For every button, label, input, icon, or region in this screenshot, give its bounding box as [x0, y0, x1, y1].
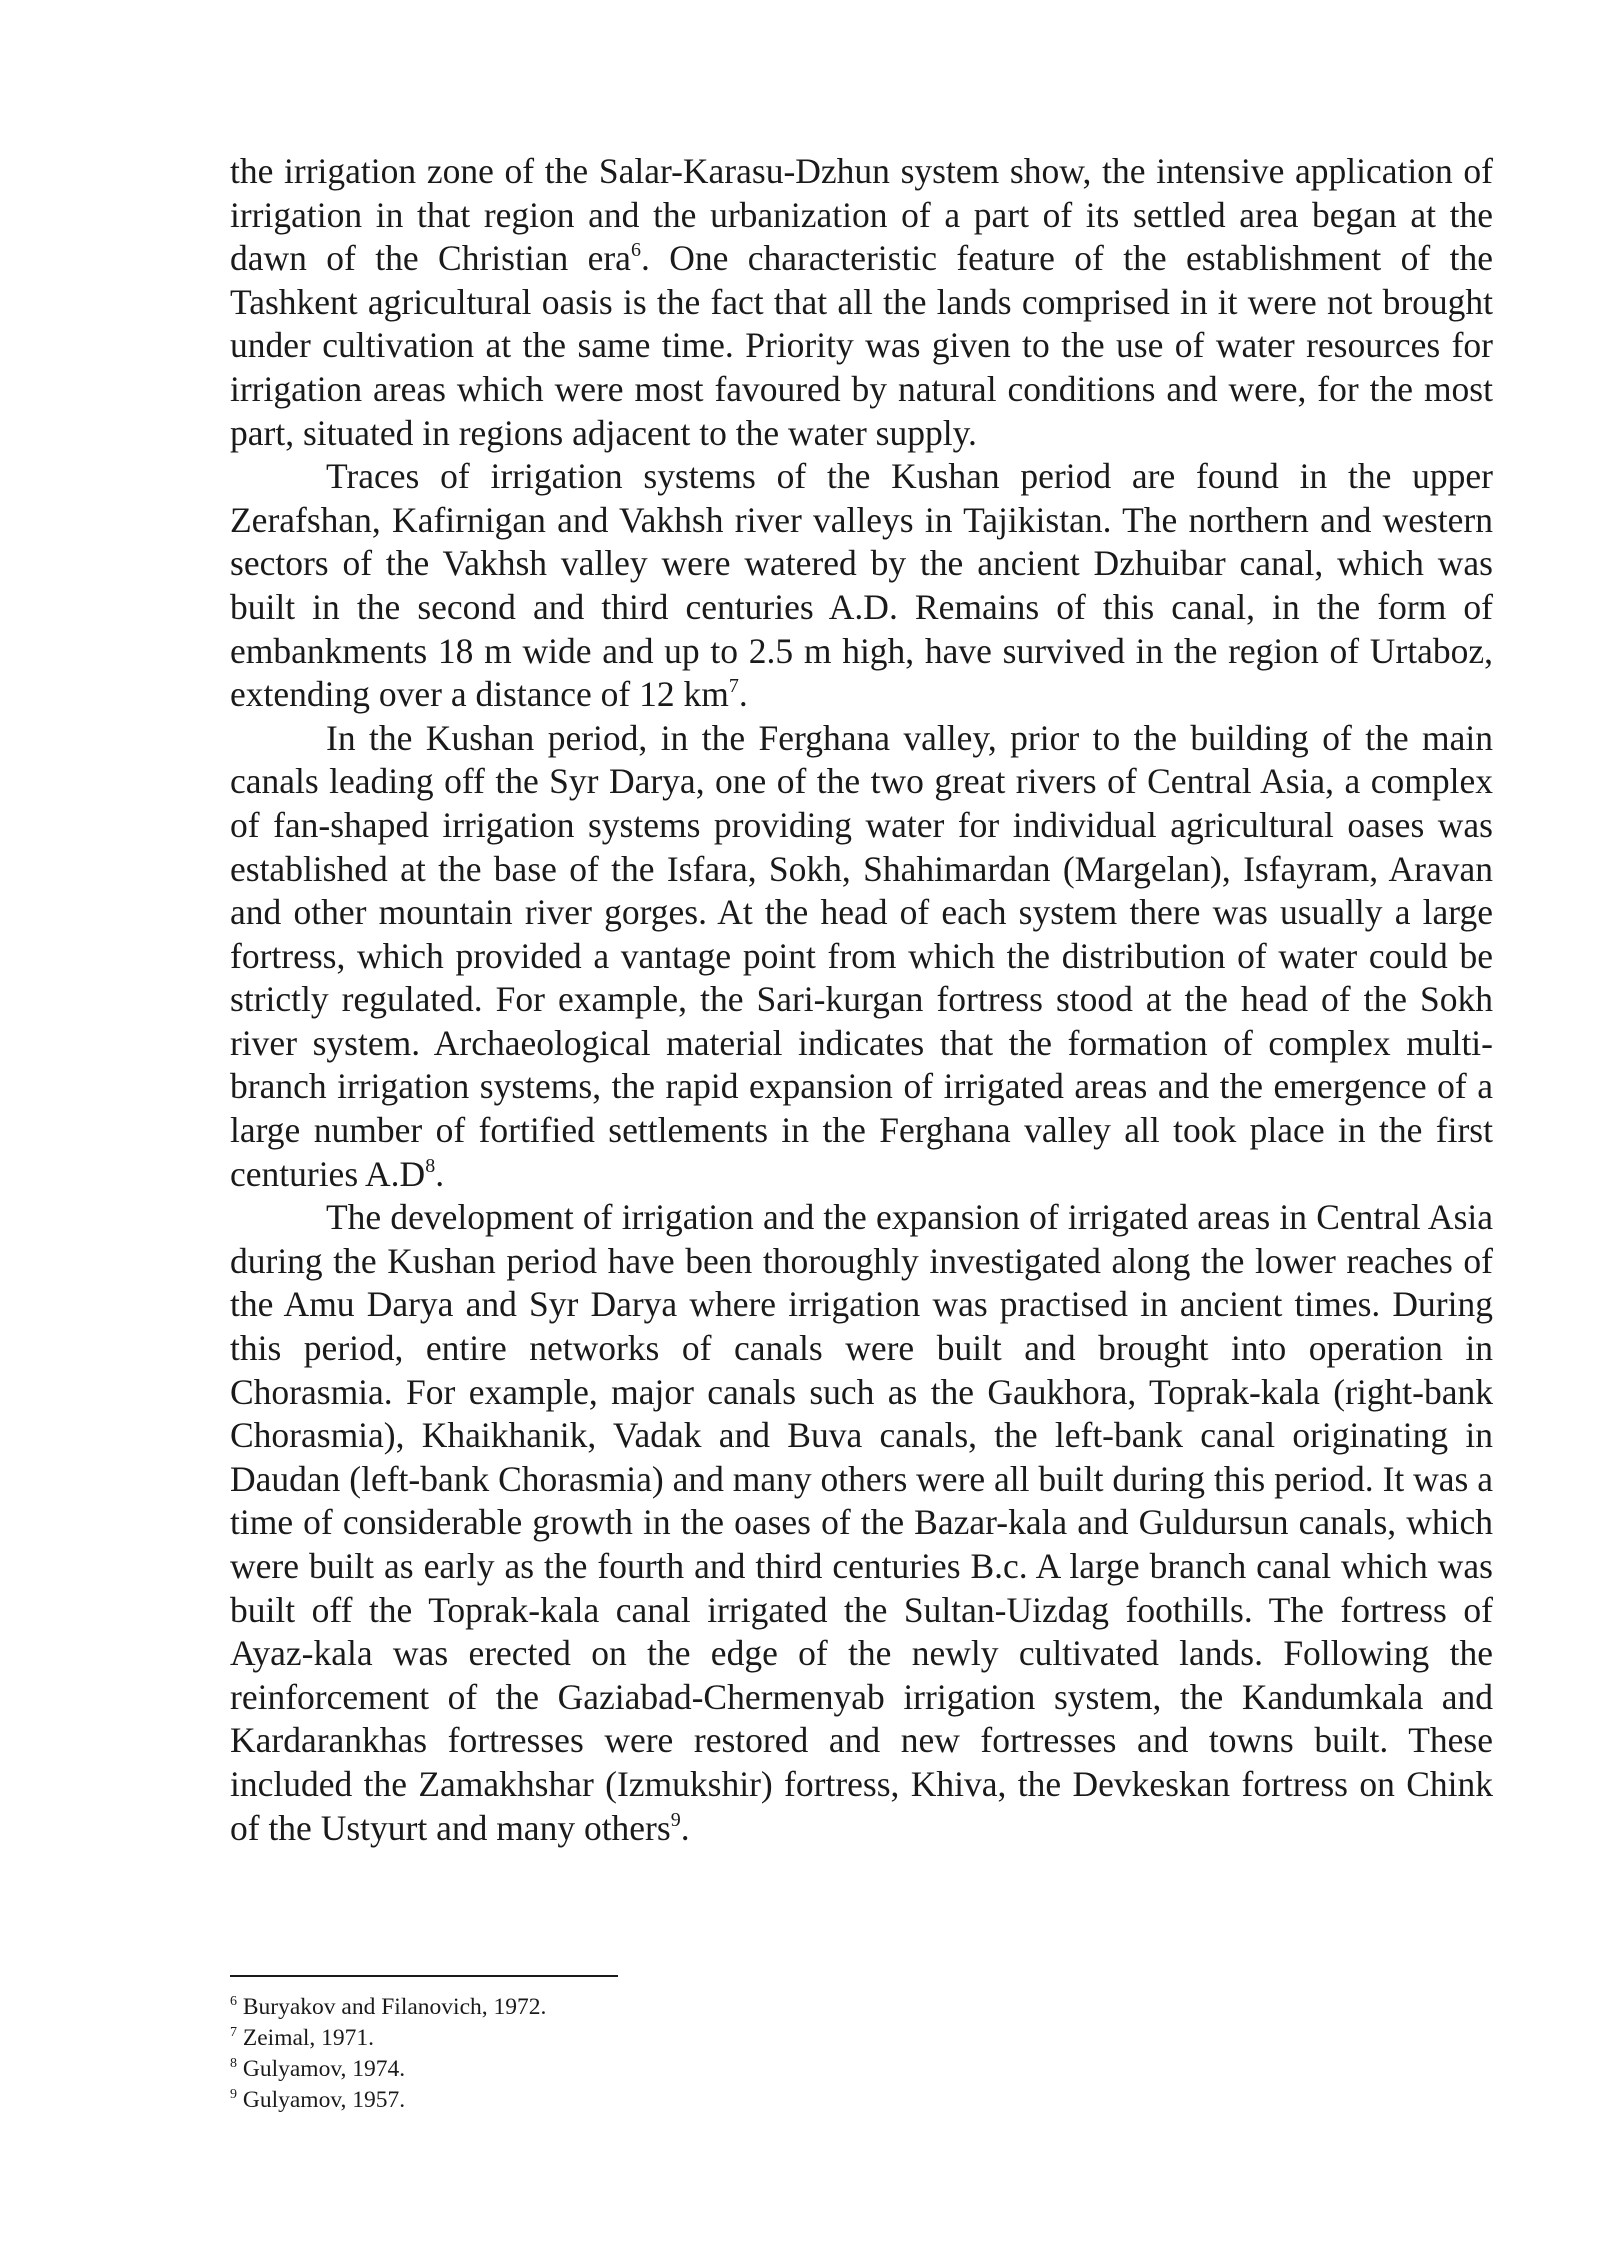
- footnote-text: Gulyamov, 1957.: [242, 2087, 406, 2113]
- footnote-8: [230, 2054, 1030, 2085]
- paragraph-3-text: In the Kushan period, in the Ferghana valley, prior to the building of the main canals leading off the Syr Darya, one of the two great rivers of Central Asia, a complex of fan-shaped irrigation systems providing water for individual agricultural oases was established at the base of the Isfara, Sokh, Shahimardan (Margelan), Isfayram, Aravan and other mountain river gorges. At the head of each system there was usually a large fortress, which provided a vantage point from which the distribution of water could be strictly regulated. For example, the Sari-kurgan fortress stood at the head of the Sokh river system. Archaeological material indicates that the formation of complex multi-branch irrigation systems, the rapid expansion of irrigated areas and the emergence of a large number of fortified settlements in the Ferghana valley all took place in the first centuries A.D: [230, 717, 1493, 1194]
- footnote-number: 9: [230, 2087, 237, 2102]
- paragraph-4-text-cont: .: [680, 1807, 690, 1848]
- paragraph-4-text: The development of irrigation and the expansion of irrigated areas in Central Asia during the Kushan period have been thoroughly investigated along the lower reaches of the Amu Darya and Syr Darya where irrigation was practised in ancient times. During this period, entire networks of canals were built and brought into operation in Chorasmia. For example, major canals such as the Gaukhora, Toprak-kala (right-bank Chorasmia), Khaikhanik, Vadak and Buva canals, the left-bank canal originating in Daudan (left-bank Chorasmia) and many others were all built during this period. It was a time of considerable growth in the oases of the Bazar-kala and Guldursun canals, which were built as early as the fourth and third centuries B.c. A large branch canal which was built off the Toprak-kala canal irrigated the Sultan-Uizdag foothills. The fortress of Ayaz-kala was erected on the edge of the newly cultivated lands. Following the reinforcement of the Gaziabad-Chermenyab irrigation system, the Kandumkala and Kardarankhas fortresses were restored and new fortresses and towns built. These included the Zamakhshar (Izmukshir) fortress, Khiva, the Devkeskan fortress on Chink of the Ustyurt and many others: [230, 1197, 1493, 1848]
- footnote-7: [230, 2023, 1030, 2054]
- footnote-separator: [230, 1975, 618, 1977]
- paragraph-2-text-cont: .: [738, 674, 748, 715]
- paragraph-4: [230, 1196, 1493, 1850]
- footnote-ref-8: 8: [425, 1154, 436, 1177]
- paragraph-1-text-cont: . One characteristic feature of the establishment of the Tashkent agricultural oasis is the fact that all the lands comprised in it were not brought under cultivation at the same time. Priority was given to the use of water resources for irrigation areas which were most favoured by natural conditions and were, for the most part, situated in regions adjacent to the water supply.: [230, 238, 1493, 453]
- footnote-number: 8: [230, 2056, 237, 2071]
- paragraph-3-text-cont: .: [435, 1153, 445, 1194]
- footnote-ref-7: 7: [728, 675, 739, 698]
- footnote-ref-6: 6: [630, 239, 641, 262]
- paragraph-1-text: the irrigation zone of the Salar-Karasu-Dzhun system show, the intensive application of irrigation in that region and the urbanization of a part of its settled area began at the dawn of the Christian era: [230, 151, 1493, 279]
- main-text: [230, 150, 1493, 1850]
- footnote-text: Zeimal, 1971.: [242, 2025, 375, 2051]
- paragraph-3: [230, 717, 1493, 1197]
- paragraph-1: [230, 150, 1493, 455]
- footnote-text: Gulyamov, 1974.: [242, 2056, 406, 2082]
- paragraph-2: [230, 455, 1493, 717]
- footnote-9: [230, 2085, 1030, 2116]
- footnote-6: [230, 1992, 1030, 2023]
- footnote-number: 7: [230, 2025, 237, 2040]
- paragraph-2-text: Traces of irrigation systems of the Kushan period are found in the upper Zerafshan, Kafirnigan and Vakhsh river valleys in Tajikistan. The northern and western sectors of the Vakhsh valley were watered by the ancient Dzhuibar canal, which was built in the second and third centuries A.D. Remains of this canal, in the form of embankments 18 m wide and up to 2.5 m high, have survived in the region of Urtaboz, extending over a distance of 12 km: [230, 456, 1493, 715]
- footnote-ref-9: 9: [670, 1808, 681, 1831]
- footnote-number: 6: [230, 1994, 237, 2009]
- footnote-text: Buryakov and Filanovich, 1972.: [242, 1994, 547, 2020]
- footnotes: [230, 1992, 1030, 2116]
